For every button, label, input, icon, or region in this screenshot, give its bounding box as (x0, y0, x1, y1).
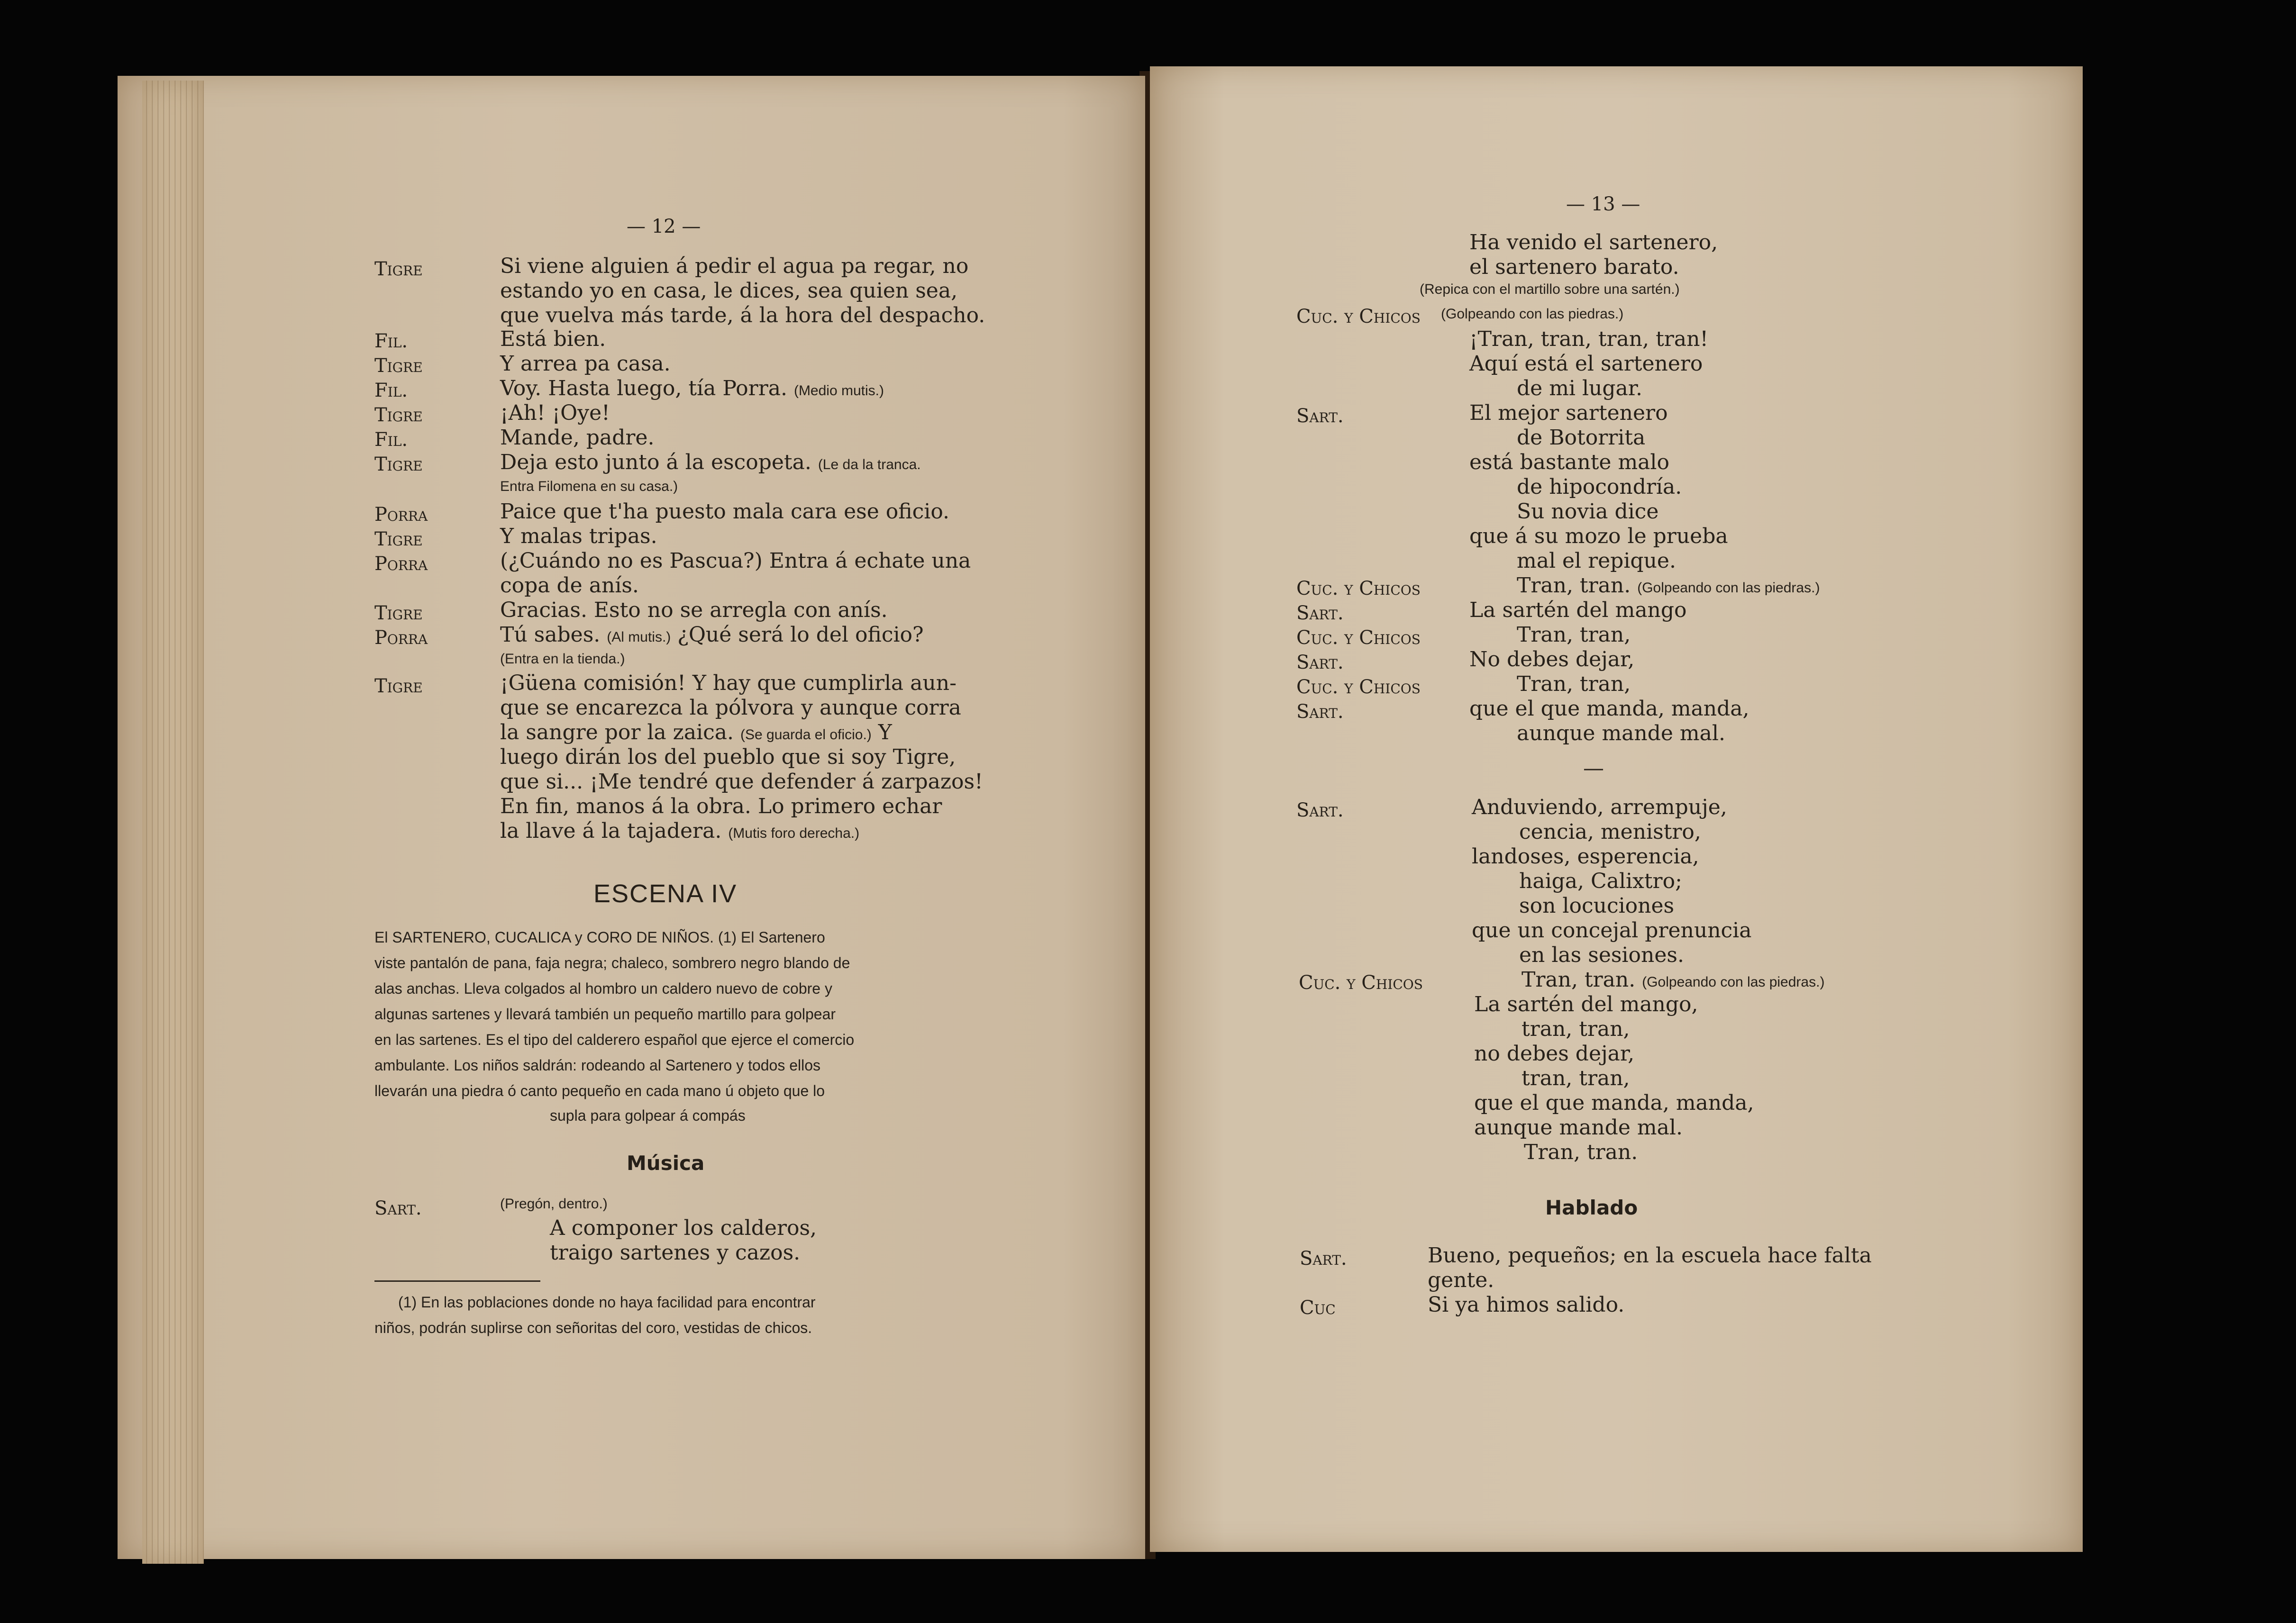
dialogue-text: Deja esto junto á la escopeta. (500, 450, 811, 474)
dialogue-text: Voy. Hasta luego, tía Porra. (500, 376, 787, 400)
speaker: Cuc. y Chicos (1296, 578, 1421, 599)
speaker: Fil. (374, 380, 408, 401)
speaker: Tigre (374, 258, 423, 280)
song-line: El mejor sartenero (1469, 401, 1668, 425)
song-line: ¡Tran, tran, tran, tran! (1469, 327, 1709, 351)
dialogue-text: Tú sabes. (500, 623, 601, 647)
song-line: Tran, tran, (1517, 672, 1631, 696)
dialogue-line: Está bien. (500, 327, 606, 351)
speaker: Porra (374, 504, 428, 526)
speaker: Sart. (1296, 652, 1344, 673)
dialogue-line: Bueno, pequeños; en la escuela hace falta (1428, 1243, 1872, 1268)
scene-description-line: supla para golpear á compás (550, 1107, 746, 1124)
scene-description-line: alas anchas. Lleva colgados al hombro un caldero nuevo de cobre y (374, 980, 832, 997)
song-line: cencia, menistro, (1519, 820, 1701, 844)
dialogue-line: En fin, manos á la obra. Lo primero echar (500, 794, 942, 818)
speaker: Tigre (374, 404, 423, 426)
dialogue-text: ¿Qué será lo del oficio? (677, 623, 924, 647)
stage-direction: (Se guarda el oficio.) (740, 727, 872, 743)
song-line: de hipocondría. (1517, 475, 1682, 499)
dialogue-line: Paice que t'ha puesto mala cara ese oficio. (500, 499, 950, 524)
speaker: Sart. (1296, 799, 1344, 821)
footnote-rule (374, 1280, 540, 1282)
footnote-line: (1) En las poblaciones donde no haya facilidad para encontrar (398, 1294, 816, 1311)
speaker: Porra (374, 627, 428, 649)
dialogue-line: gente. (1428, 1268, 1494, 1292)
scene-description-line: en las sartenes. Es el tipo del calderero español que ejerce el comercio (374, 1031, 855, 1048)
page-number-right: — 13 — (1566, 193, 1640, 215)
scene-description-line: viste pantalón de pana, faja negra; chaleco, sombrero negro blando de (374, 954, 850, 971)
speaker: Tigre (374, 528, 423, 550)
speaker: Fil. (374, 429, 408, 451)
stage-direction: (Repica con el martillo sobre una sartén.) (1420, 281, 1680, 297)
left-page-edges (142, 81, 204, 1564)
speaker: Sart. (1296, 701, 1344, 723)
song-line: no debes dejar, (1474, 1042, 1635, 1066)
song-line: que el que manda, manda, (1469, 697, 1749, 721)
speaker: Tigre (374, 355, 423, 377)
section-divider: — (1583, 756, 1604, 780)
dialogue-line: Y malas tripas. (500, 524, 657, 548)
song-line: haiga, Calixtro; (1519, 869, 1682, 893)
dialogue-line: Si ya himos salido. (1428, 1293, 1625, 1317)
dialogue-line (500, 821, 859, 842)
speaker: Sart. (1296, 405, 1344, 427)
song-text: Tran, tran. (1517, 573, 1631, 598)
dialogue-line: copa de anís. (500, 573, 639, 598)
stage-direction: (Medio mutis.) (793, 383, 884, 399)
song-line: el sartenero barato. (1469, 255, 1679, 279)
song-line: No debes dejar, (1469, 647, 1635, 671)
dialogue-line: que se encarezca la pólvora y aunque corra (500, 696, 961, 720)
song-line: que un concejal prenuncia (1472, 918, 1752, 943)
dialogue-line: luego dirán los del pueblo que si soy Tigre, (500, 745, 956, 769)
stage-direction: (Golpeando con las piedras.) (1637, 580, 1820, 596)
dialogue-line (500, 625, 924, 645)
dialogue-line (500, 378, 884, 399)
speaker: Sart. (1300, 1248, 1347, 1269)
dialogue-line: ¡Ah! ¡Oye! (500, 401, 610, 425)
dialogue-text: la sangre por la zaica. (500, 720, 734, 744)
song-line: aunque mande mal. (1517, 721, 1725, 745)
stage-direction: (Golpeando con las piedras.) (1441, 306, 1624, 322)
page-number-left: — 12 — (627, 216, 701, 237)
dialogue-line: Si viene alguien á pedir el agua pa regar, no (500, 254, 969, 278)
song-line: traigo sartenes y cazos. (550, 1241, 801, 1265)
stage-direction: (Entra en la tienda.) (500, 651, 625, 667)
scene-title: ESCENA IV (593, 880, 738, 908)
song-line (1522, 970, 1824, 990)
speaker: Cuc. y Chicos (1299, 972, 1423, 994)
speaker: Tigre (374, 602, 423, 624)
song-line: tran, tran, (1522, 1066, 1630, 1090)
song-line: Su novia dice (1517, 499, 1659, 524)
speaker: Fil. (374, 330, 408, 352)
song-line: que el que manda, manda, (1474, 1091, 1754, 1115)
song-line: Tran, tran, (1517, 623, 1631, 647)
speaker: Porra (374, 553, 428, 575)
dialogue-line (500, 722, 892, 743)
dialogue-text: Y (878, 720, 892, 744)
song-line: mal el repique. (1517, 549, 1676, 573)
song-line (1517, 575, 1820, 596)
song-line: La sartén del mango, (1474, 992, 1698, 1016)
speaker: Cuc (1300, 1297, 1336, 1319)
speaker: Sart. (374, 1197, 422, 1219)
song-line: Anduviendo, arrempuje, (1472, 795, 1727, 819)
song-line: en las sesiones. (1519, 943, 1684, 967)
song-text: Tran, tran. (1522, 968, 1636, 992)
speaker: Cuc. y Chicos (1296, 306, 1421, 327)
song-line: que á su mozo le prueba (1469, 524, 1728, 548)
song-line: está bastante malo (1469, 450, 1669, 474)
song-line: A componer los calderos, (550, 1216, 817, 1240)
dialogue-line: que vuelva más tarde, á la hora del despacho. (500, 303, 985, 327)
song-line: landoses, esperencia, (1472, 844, 1699, 869)
dialogue-text: la llave á la tajadera. (500, 819, 722, 843)
speaker: Tigre (374, 453, 423, 475)
stage-direction: (Pregón, dentro.) (500, 1196, 608, 1212)
song-line: Aquí está el sartenero (1469, 352, 1703, 376)
dialogue-line: Mande, padre. (500, 426, 655, 450)
speaker: Tigre (374, 675, 423, 697)
song-line: La sartén del mango (1469, 598, 1687, 622)
spoken-heading: Hablado (1545, 1196, 1638, 1219)
dialogue-line: estando yo en casa, le dices, sea quien sea, (500, 279, 958, 303)
dialogue-line (500, 452, 921, 473)
dialogue-line: Y arrea pa casa. (500, 352, 671, 376)
music-heading: Música (627, 1152, 705, 1175)
song-line: de Botorrita (1517, 426, 1646, 450)
stage-direction: (Golpeando con las piedras.) (1642, 974, 1825, 990)
scene-description-line: El SARTENERO, CUCALICA y CORO DE NIÑOS. (1) El Sartenero (374, 929, 825, 946)
scene-description-line: llevarán una piedra ó canto pequeño en cada mano ú objeto que lo (374, 1082, 825, 1099)
stage-direction: Entra Filomena en su casa.) (500, 479, 678, 494)
stage-direction: (Mutis foro derecha.) (728, 825, 860, 841)
dialogue-line: ¡Güena comisión! Y hay que cumplirla aun- (500, 671, 957, 695)
song-line: Ha venido el sartenero, (1469, 230, 1718, 254)
scene-description-line: ambulante. Los niños saldrán: rodeando al Sartenero y todos ellos (374, 1057, 821, 1074)
dialogue-line: Gracias. Esto no se arregla con anís. (500, 598, 888, 622)
stage-direction: (Al mutis.) (607, 629, 671, 645)
song-line: tran, tran, (1522, 1017, 1630, 1041)
song-line: aunque mande mal. (1474, 1115, 1683, 1140)
stage-direction: (Le da la tranca. (818, 457, 921, 472)
song-line: son locuciones (1519, 894, 1675, 918)
song-line: de mi lugar. (1517, 376, 1642, 400)
speaker: Cuc. y Chicos (1296, 676, 1421, 698)
scene-description-line: algunas sartenes y llevará también un pequeño martillo para golpear (374, 1006, 836, 1023)
dialogue-line: (¿Cuándo no es Pascua?) Entra á echate una (500, 549, 971, 573)
footnote-line: niños, podrán suplirse con señoritas del coro, vestidas de chicos. (374, 1319, 812, 1336)
song-line: Tran, tran. (1524, 1140, 1638, 1164)
speaker: Sart. (1296, 602, 1344, 624)
speaker: Cuc. y Chicos (1296, 627, 1421, 649)
dialogue-line: que si... ¡Me tendré que defender á zarpazos! (500, 770, 983, 794)
